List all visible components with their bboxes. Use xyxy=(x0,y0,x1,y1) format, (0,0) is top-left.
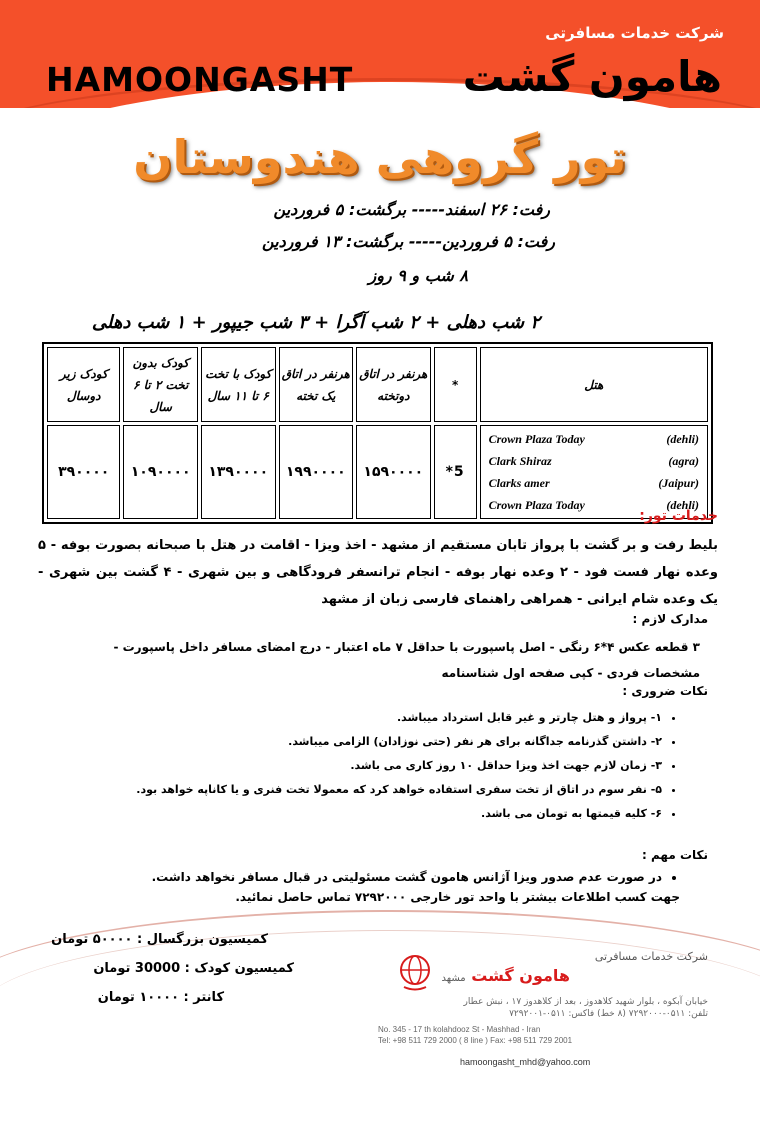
header-child-bed: کودک با تخت ۶ تا ۱۱ سال xyxy=(201,347,276,422)
company-label: شرکت خدمات مسافرتی xyxy=(545,24,724,42)
hotel-list xyxy=(480,425,708,519)
hotel-name: Crown Plaza Today xyxy=(488,498,585,512)
globe-logo-icon xyxy=(398,954,432,992)
price-table xyxy=(42,342,713,524)
commission-child: کمیسیون کودک : 30000 تومان xyxy=(93,961,294,976)
duration-line: ۸ شب و ۹ روز xyxy=(368,266,468,285)
footer-brand xyxy=(441,966,570,985)
commission-adult: کمیسیون بزرگسال : ۵۰۰۰۰ تومان xyxy=(51,932,268,947)
hotel-name: Crown Plaza Today xyxy=(488,432,585,446)
hotel-city: (Jaipur) xyxy=(658,476,699,490)
list-item: • ۶- کلیه قیمتها به تومان می باشد. xyxy=(136,802,662,826)
footer-phone-en-line: Tel: +98 511 729 2000 ( 8 line ) Fax: +98 511 729 2001 xyxy=(378,1036,573,1045)
important-list xyxy=(152,866,680,888)
footer-brand-name: هامون گشت xyxy=(471,966,570,985)
hotel-city: (agra) xyxy=(668,454,699,468)
hotel-item xyxy=(489,450,699,472)
important-title: نکات مهم : xyxy=(642,848,708,862)
list-item: • ۲- داشتن گذرنامه جداگانه برای هر نفر (حتی نوزادان) الزامی میباشد. xyxy=(136,730,662,754)
hotel-city: (dehli) xyxy=(666,498,699,512)
services-title: خدمات تور: xyxy=(639,508,718,524)
documents-title: مدارک لازم : xyxy=(632,612,708,626)
hotel-city: (dehli) xyxy=(666,432,699,446)
hotel-item xyxy=(489,428,699,450)
footer-address-line: خیابان آبکوه ، بلوار شهید کلاهدوز ، بعد از کلاهدوز ۱۷ ، نبش عطار xyxy=(463,997,708,1007)
header-star: * xyxy=(434,347,477,422)
footer-address-fa xyxy=(378,996,708,1020)
cell-single: ۱۹۹۰۰۰۰ xyxy=(279,425,354,519)
header-infant: کودک زیر دوسال xyxy=(47,347,120,422)
footer-phone-line: تلفن: ۰۵۱۱-۷۲۹۲۰۰۰ (۸ خط) فاکس: ۰۵۱۱-۷۲۹۲۰۰۱ xyxy=(509,1009,708,1019)
dates-line-2: رفت: ۵ فروردین----- برگشت: ۱۳ فروردین xyxy=(262,232,555,251)
cell-star: 5* xyxy=(434,425,477,519)
list-item: • ۳- زمان لازم جهت اخذ ویزا حداقل ۱۰ روز کاری می باشد. xyxy=(136,754,662,778)
dates-line-1: رفت: ۲۶ اسفند----- برگشت: ۵ فروردین xyxy=(273,200,550,219)
cell-infant: ۳۹۰۰۰۰ xyxy=(47,425,120,519)
brand-name-en: HAMOONGASHT xyxy=(46,60,354,99)
cell-double: ۱۵۹۰۰۰۰ xyxy=(356,425,431,519)
list-item: • ۵- نفر سوم در اتاق از تخت سفری استفاده خواهد کرد که معمولا تخت فنری و یا کاناپه خواهد بود. xyxy=(136,778,662,802)
cell-child-bed: ۱۳۹۰۰۰۰ xyxy=(201,425,276,519)
brand-name-fa: هامون گشت xyxy=(462,52,722,101)
footer-address-en xyxy=(378,1024,718,1046)
header-hotel: هتل xyxy=(480,347,708,422)
list-item: • ۱- پرواز و هتل چارتر و غیر قابل استرداد میباشد. xyxy=(136,706,662,730)
list-item: • در صورت عدم صدور ویزا آژانس هامون گشت مسئولیتی در قبال مسافر نخواهد داشت. xyxy=(152,866,662,888)
notes-list xyxy=(136,706,680,826)
header-child-nobed: کودک بدون تخت ۲ تا ۶ سال xyxy=(123,347,198,422)
cell-child-nobed: ۱۰۹۰۰۰۰ xyxy=(123,425,198,519)
header-single: هرنفر در اتاق یک تخته xyxy=(279,347,354,422)
commission-counter: کانتر : ۱۰۰۰۰ تومان xyxy=(97,990,224,1005)
tour-title: تور گروهی هندوستان xyxy=(133,130,627,184)
table-header-row xyxy=(47,347,708,422)
hotel-name: Clarks amer xyxy=(488,476,550,490)
hotel-name: Clark Shiraz xyxy=(488,454,552,468)
table-row xyxy=(47,425,708,519)
footer-email[interactable]: hamoongasht_mhd@yahoo.com xyxy=(460,1057,591,1067)
documents-text: ۳ قطعه عکس ۴*۶ رنگی - اصل پاسپورت با حداقل ۷ ماه اعتبار - درج امضای مسافر داخل پاسپورت - مشخصات فردی - کپی صفحه اول شناسنامه xyxy=(113,640,700,680)
footer-address-en-line: No. 345 - 17 th kolahdooz St - Mashhad - Iran xyxy=(378,1025,541,1034)
header-double: هرنفر در اتاق دوتخته xyxy=(356,347,431,422)
services-text: بلیط رفت و بر گشت با پرواز تابان مستقیم از مشهد - اخذ ویزا - اقامت در هتل با صبحانه بصورت بوفه - ۵ وعده نهار فست فود - ۲ وعده نهار بوفه - انجام ترانسفر فرودگاهی و بین شهری - ۴ گشت بین شهری - یک وعده شام ایرانی - همراهی راهنمای فارسی زبان از مشهد xyxy=(38,538,718,607)
hotel-item xyxy=(489,472,699,494)
notes-title: نکات ضروری : xyxy=(622,684,708,698)
footer-city: مشهد xyxy=(441,973,466,984)
footer-company: شرکت خدمات مسافرتی xyxy=(594,950,708,963)
itinerary-line: ۲ شب دهلی + ۲ شب آگرا + ۳ شب جیپور + ۱ شب دهلی xyxy=(91,312,540,333)
contact-line: جهت کسب اطلاعات بیشتر با واحد تور خارجی ۷۲۹۲۰۰۰ تماس حاصل نمائید. xyxy=(235,890,680,904)
